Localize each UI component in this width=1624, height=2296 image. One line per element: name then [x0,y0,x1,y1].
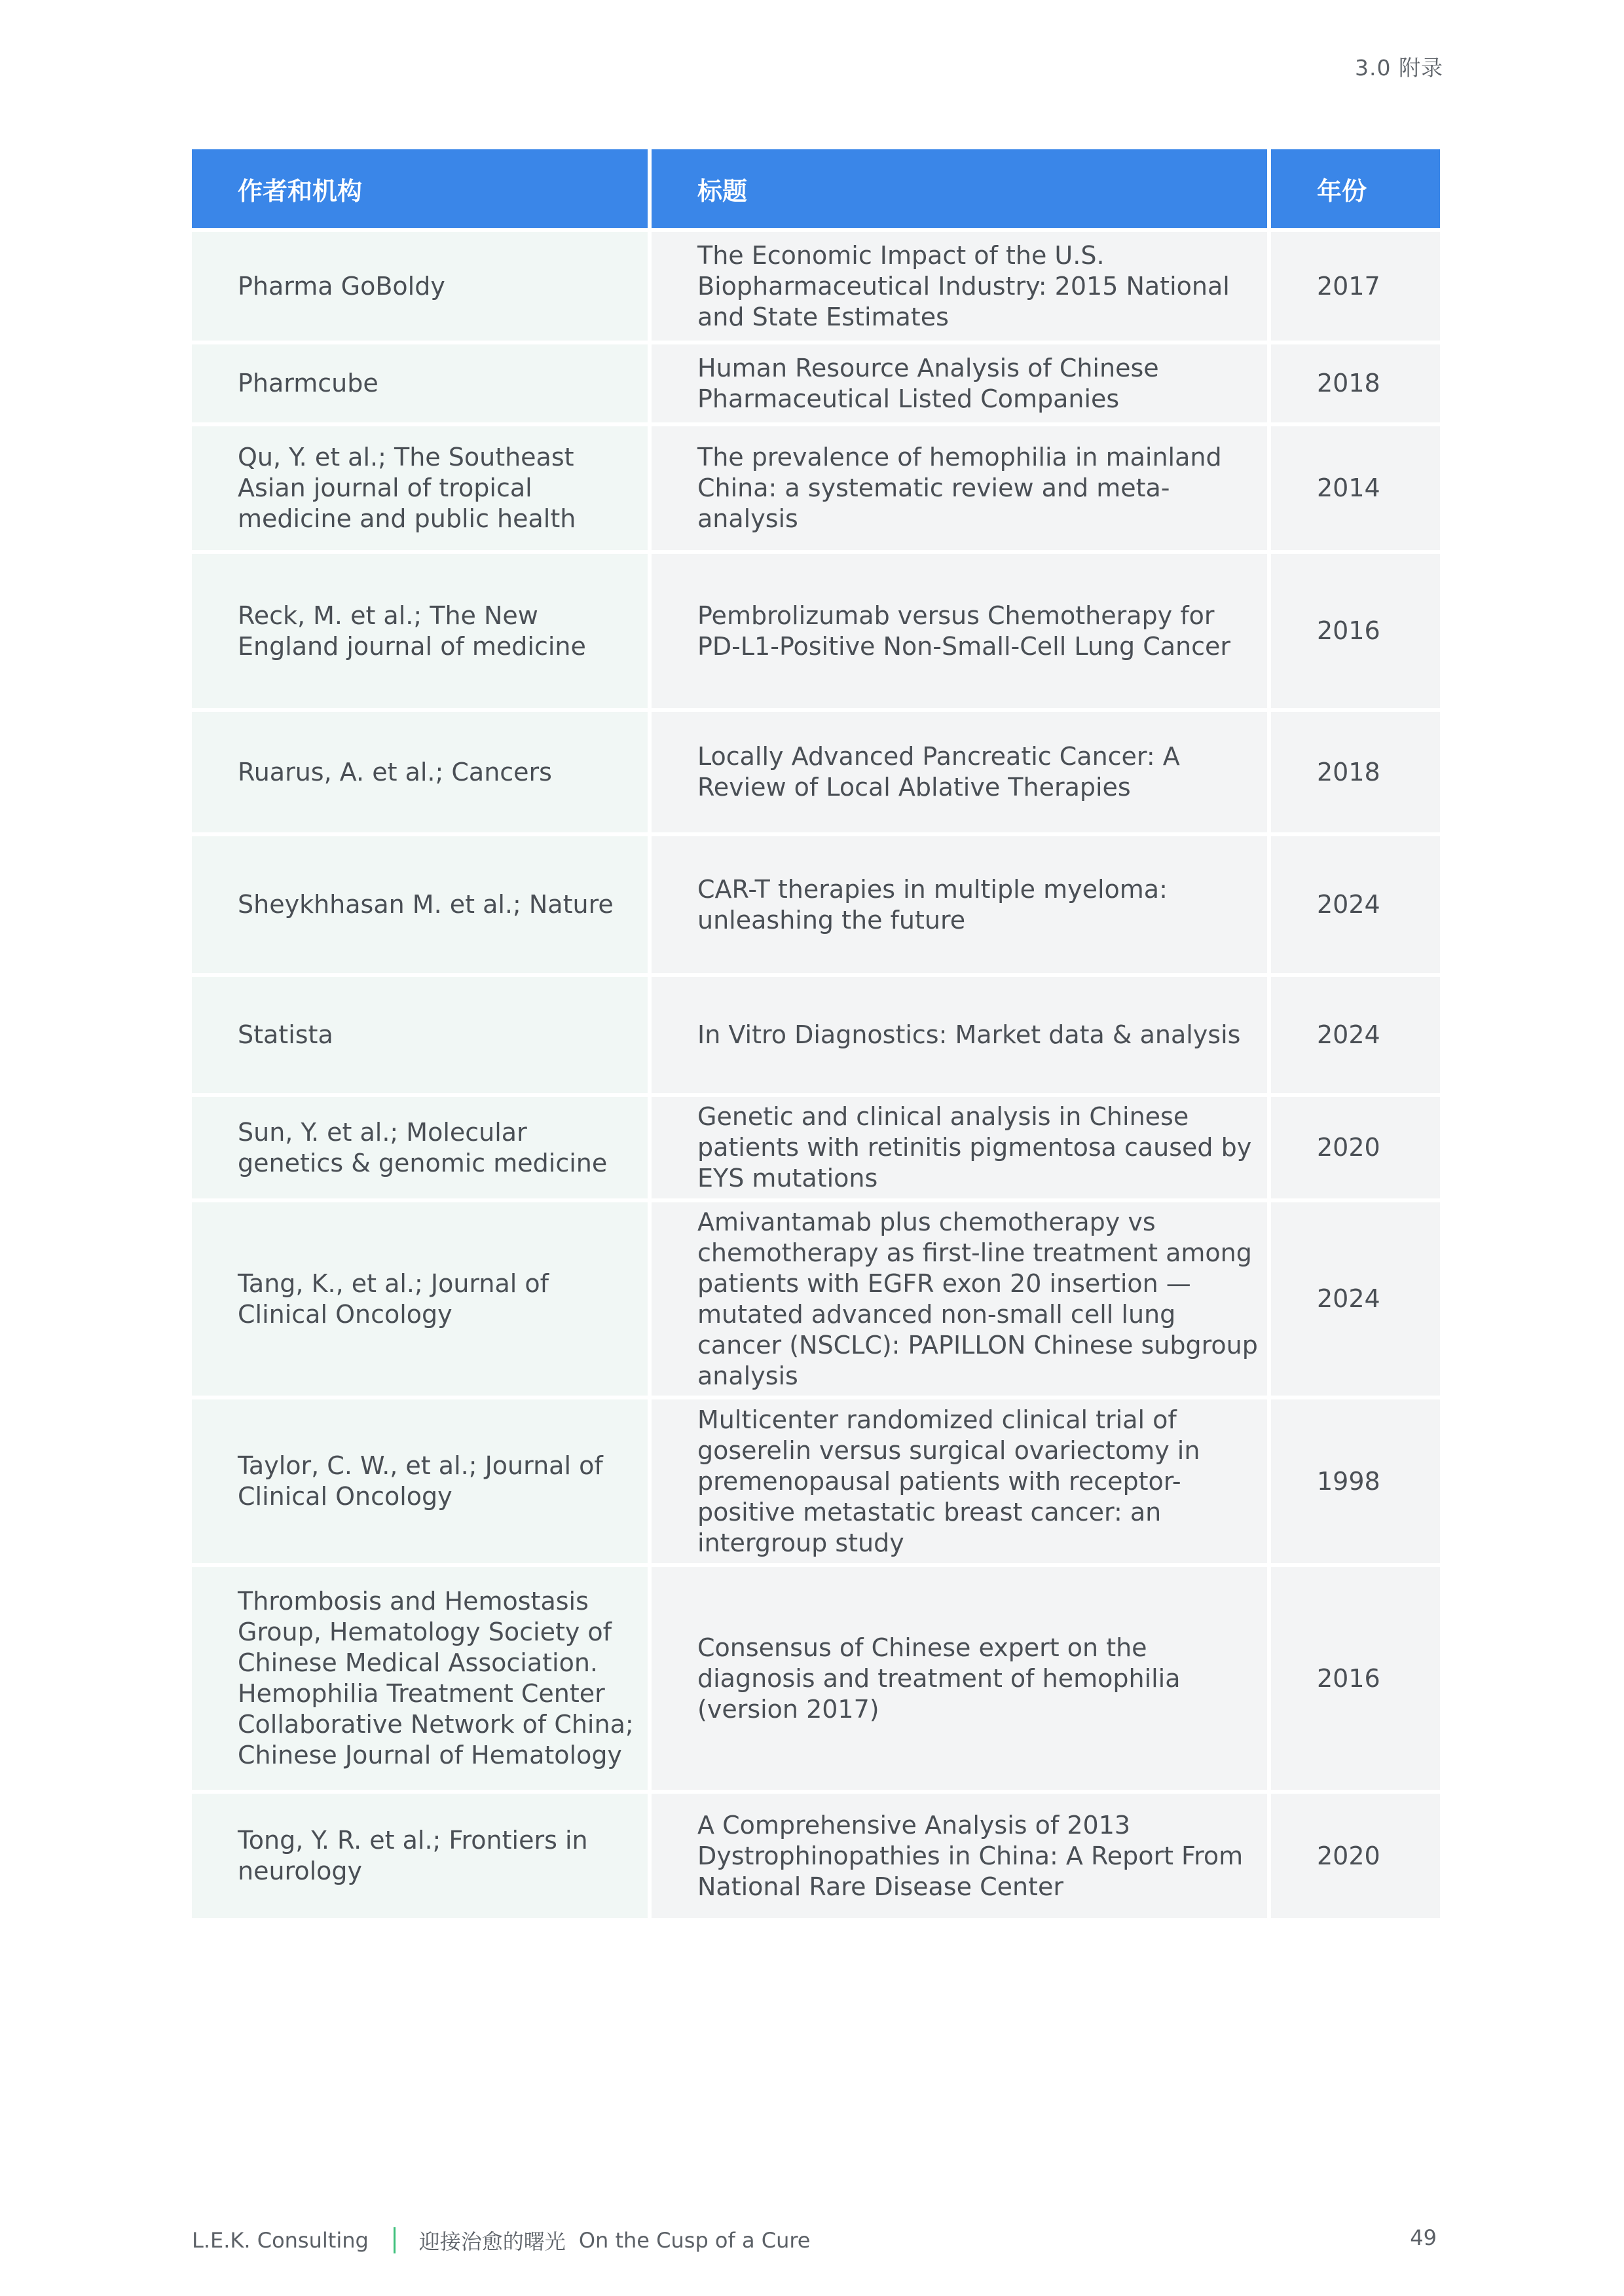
footer-report-title-cn: 迎接治愈的曙光 [418,2229,566,2254]
author-cell: Pharma GoBoldy [192,232,648,341]
table-header-row [192,149,1440,228]
author-cell: Ruarus, A. et al.; Cancers [192,712,648,832]
table-row [192,1794,1440,1918]
column-header-title: 标题 [652,149,1267,228]
footer-divider [394,2227,396,2253]
footer-company: L.E.K. Consulting [192,2228,369,2253]
author-cell: Pharmcube [192,344,648,422]
title-cell: Multicenter randomized clinical trial of goserelin versus surgical ovariectomy in premenopausal patients with receptor-positive metastatic breast cancer: an intergroup study [652,1399,1267,1563]
column-header-author: 作者和机构 [192,149,648,228]
author-cell: Qu, Y. et al.; The Southeast Asian journal of tropical medicine and public health [192,426,648,550]
table-row [192,1202,1440,1396]
table-row [192,344,1440,422]
table-row [192,232,1440,341]
section-label: 3.0 附录 [1355,55,1443,81]
author-cell: Thrombosis and Hemostasis Group, Hematology Society of Chinese Medical Association. Hemophilia Treatment Center Collaborative Network of China; Chinese Journal of Hematology [192,1567,648,1790]
title-cell: The Economic Impact of the U.S. Biopharmaceutical Industry: 2015 National and State Estimates [652,232,1267,341]
year-cell: 2017 [1271,232,1440,341]
page-number: 49 [1410,2225,1437,2250]
references-table [188,145,1444,1922]
title-cell: In Vitro Diagnostics: Market data & analysis [652,977,1267,1093]
title-cell: Consensus of Chinese expert on the diagnosis and treatment of hemophilia (version 2017) [652,1567,1267,1790]
title-cell: Amivantamab plus chemotherapy vs chemotherapy as first-line treatment among patients with EGFR exon 20 insertion —mutated advanced non-small cell lung cancer (NSCLC): PAPILLON Chinese subgroup analysis [652,1202,1267,1396]
year-cell: 2020 [1271,1794,1440,1918]
title-cell: Locally Advanced Pancreatic Cancer: A Review of Local Ablative Therapies [652,712,1267,832]
author-cell: Statista [192,977,648,1093]
title-cell: CAR-T therapies in multiple myeloma: unleashing the future [652,836,1267,973]
table-row [192,977,1440,1093]
year-cell: 2024 [1271,836,1440,973]
title-cell: A Comprehensive Analysis of 2013 Dystrophinopathies in China: A Report From National Rare Disease Center [652,1794,1267,1918]
table-row [192,426,1440,550]
title-cell: Human Resource Analysis of Chinese Pharmaceutical Listed Companies [652,344,1267,422]
title-cell: The prevalence of hemophilia in mainland China: a systematic review and meta-analysis [652,426,1267,550]
year-cell: 2024 [1271,977,1440,1093]
title-cell: Genetic and clinical analysis in Chinese patients with retinitis pigmentosa caused by EYS mutations [652,1097,1267,1198]
author-cell: Tong, Y. R. et al.; Frontiers in neurology [192,1794,648,1918]
author-cell: Taylor, C. W., et al.; Journal of Clinical Oncology [192,1399,648,1563]
year-cell: 2024 [1271,1202,1440,1396]
footer-report-title-en: On the Cusp of a Cure [578,2228,811,2253]
column-header-year: 年份 [1271,149,1440,228]
page-footer [192,2225,810,2255]
table-row [192,1567,1440,1790]
year-cell: 2014 [1271,426,1440,550]
year-cell: 2018 [1271,344,1440,422]
table-row [192,554,1440,708]
author-cell: Sheykhhasan M. et al.; Nature [192,836,648,973]
title-cell: Pembrolizumab versus Chemotherapy for PD-L1-Positive Non-Small-Cell Lung Cancer [652,554,1267,708]
year-cell: 2018 [1271,712,1440,832]
table-row [192,1097,1440,1198]
year-cell: 2020 [1271,1097,1440,1198]
author-cell: Reck, M. et al.; The New England journal of medicine [192,554,648,708]
table-row [192,1399,1440,1563]
year-cell: 2016 [1271,1567,1440,1790]
author-cell: Tang, K., et al.; Journal of Clinical Oncology [192,1202,648,1396]
table-row [192,712,1440,832]
year-cell: 2016 [1271,554,1440,708]
table-row [192,836,1440,973]
author-cell: Sun, Y. et al.; Molecular genetics & genomic medicine [192,1097,648,1198]
year-cell: 1998 [1271,1399,1440,1563]
